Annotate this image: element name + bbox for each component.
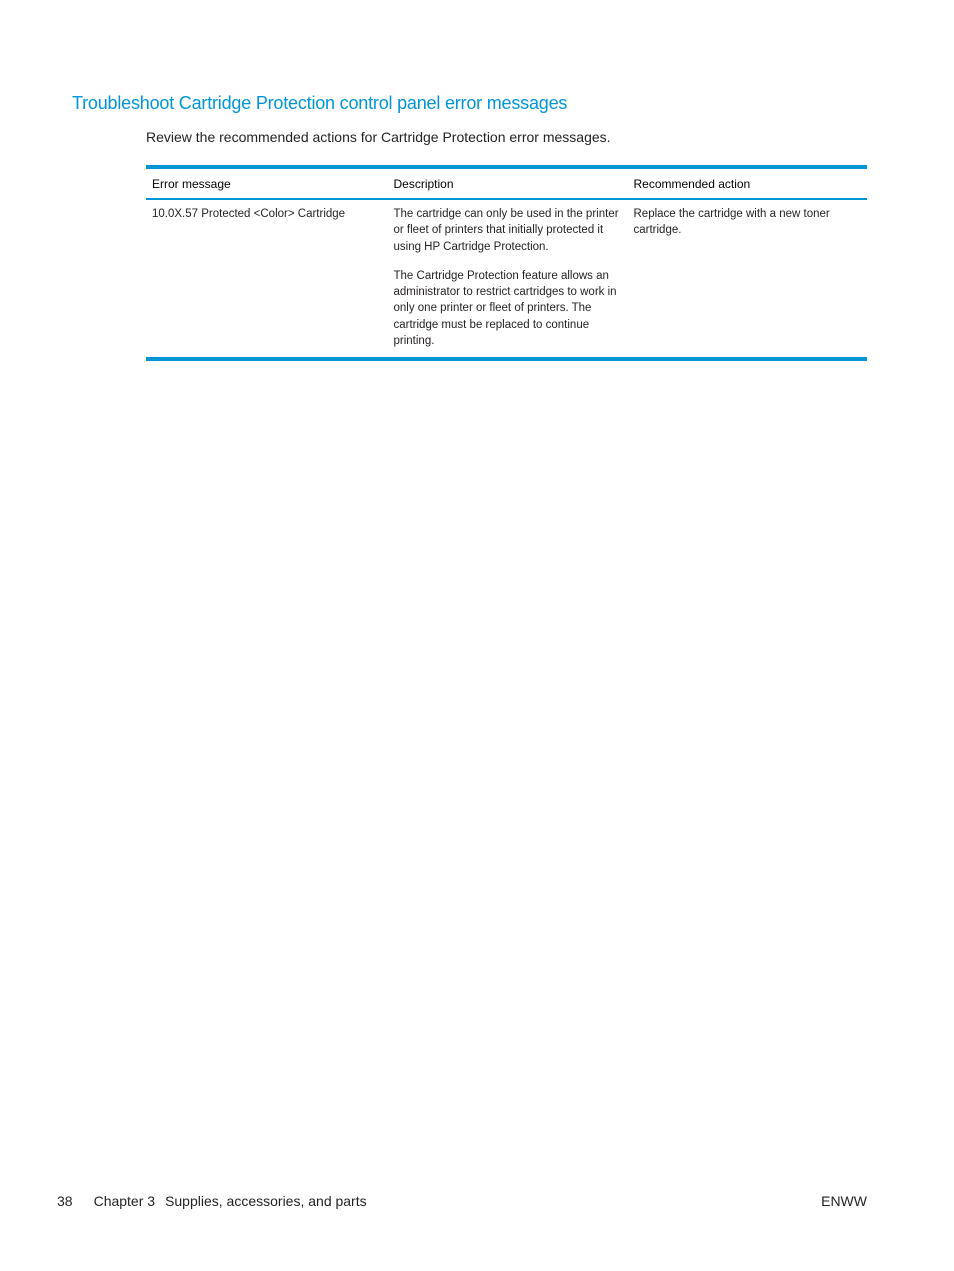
chapter-title: Supplies, accessories, and parts (165, 1193, 367, 1209)
header-error-message: Error message (146, 167, 387, 199)
intro-paragraph: Review the recommended actions for Cartridge Protection error messages. (146, 129, 611, 145)
header-recommended-action: Recommended action (627, 167, 867, 199)
cell-description (387, 199, 627, 359)
locale-code: ENWW (821, 1193, 867, 1209)
table-header-row (146, 167, 867, 199)
table-row (146, 199, 867, 359)
cell-recommended-action: Replace the cartridge with a new toner cartridge. (627, 199, 867, 359)
error-messages-table-container (146, 165, 867, 361)
header-description: Description (387, 167, 627, 199)
chapter-label: Chapter 3 (93, 1193, 156, 1209)
description-paragraph: The Cartridge Protection feature allows an administrator to restrict cartridges to work in only one printer or fleet of printers. The cartridge must be replaced to continue printing. (393, 269, 617, 348)
section-title: Troubleshoot Cartridge Protection control panel error messages (72, 93, 568, 113)
description-paragraph: The cartridge can only be used in the printer or fleet of printers that initially protected it using HP Cartridge Protection. (393, 208, 619, 253)
page-number: 38 (57, 1193, 73, 1209)
cell-error-message: 10.0X.57 Protected <Color> Cartridge (152, 208, 346, 220)
error-messages-table (146, 165, 867, 361)
page-footer-left (57, 1193, 367, 1209)
